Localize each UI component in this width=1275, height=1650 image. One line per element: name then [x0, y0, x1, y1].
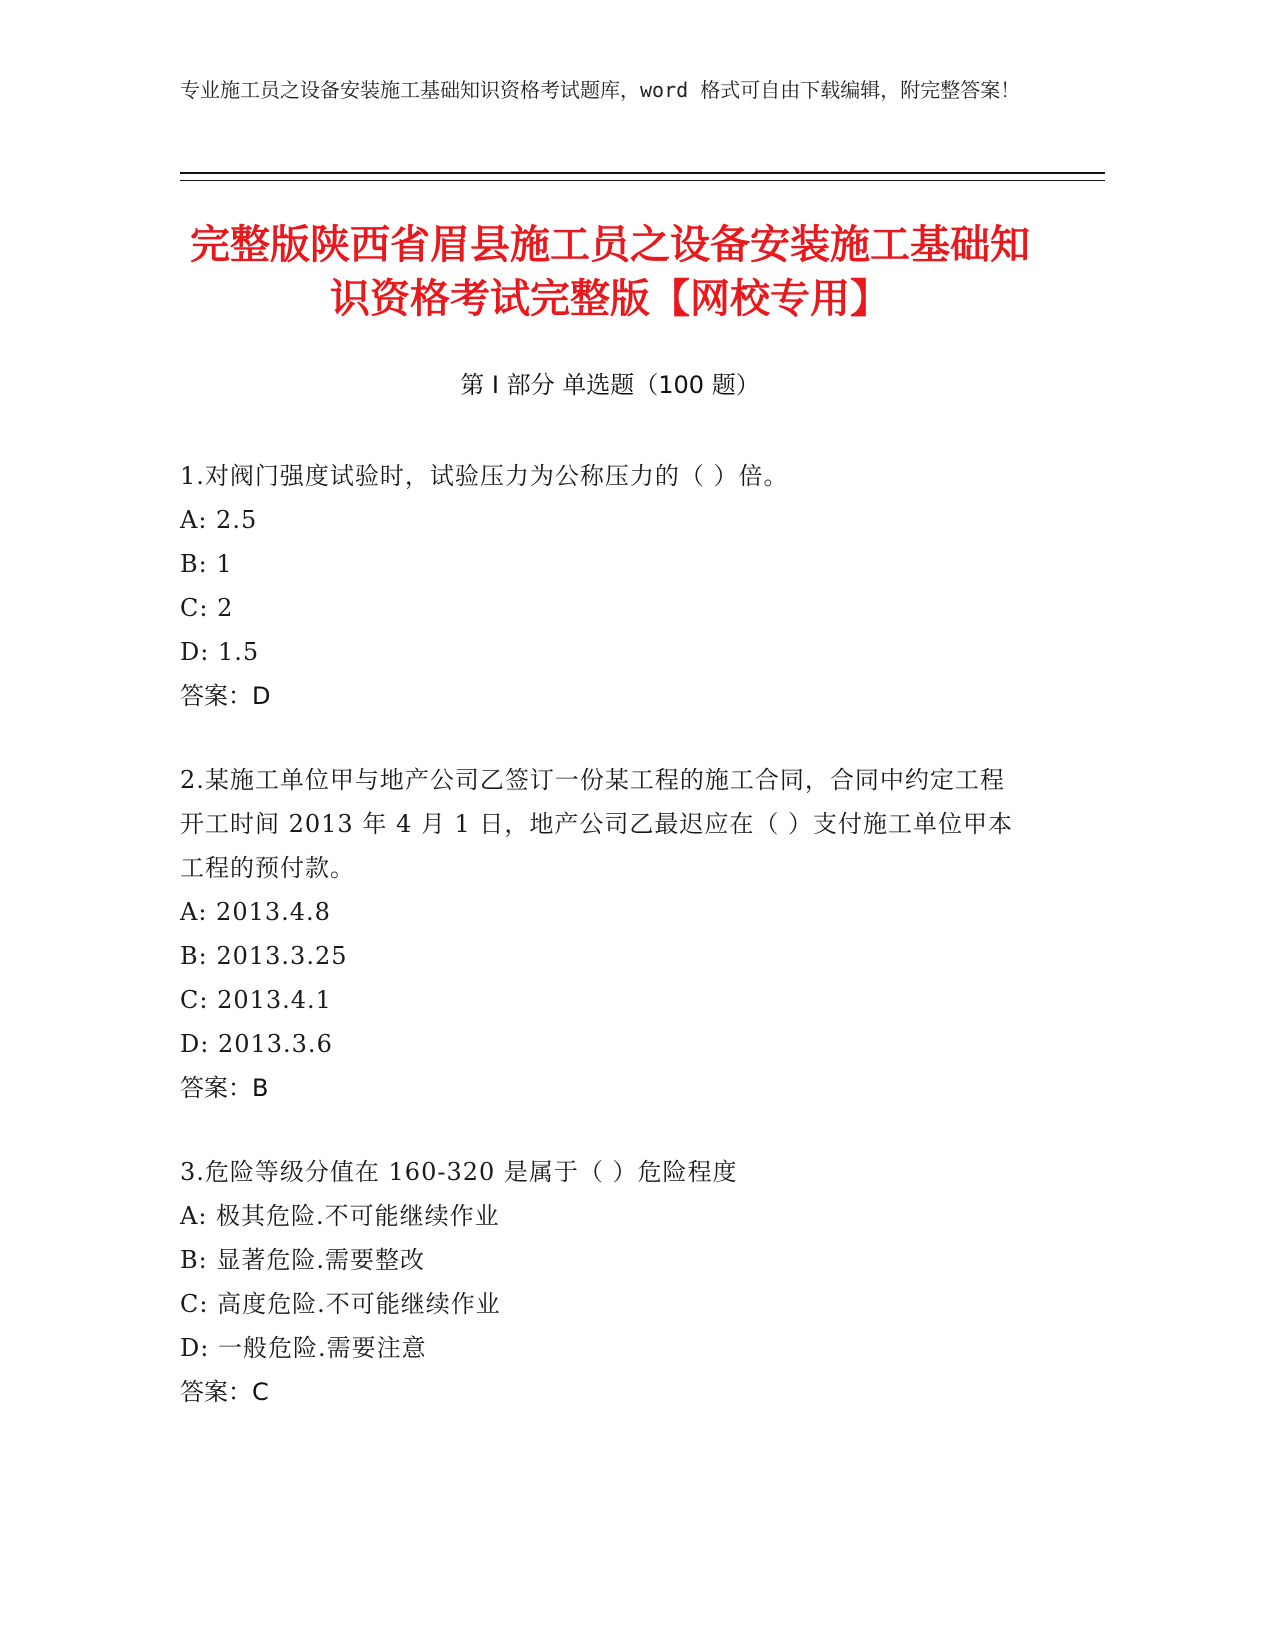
- question-stem: 1.对阀门强度试验时，试验压力为公称压力的（ ）倍。: [180, 462, 789, 490]
- answer: 答案：C: [180, 1378, 269, 1406]
- answer: 答案：D: [180, 682, 271, 710]
- option-c: C: 2: [180, 594, 234, 622]
- option-d: D: 2013.3.6: [180, 1030, 333, 1058]
- option-d: D: 1.5: [180, 638, 260, 666]
- document-title: 完整版陕西省眉县施工员之设备安装施工基础知识资格考试完整版【网校专用】: [190, 222, 1030, 322]
- answer: 答案：B: [180, 1074, 269, 1102]
- question-stem: 3.危险等级分值在 160-320 是属于（ ）危险程度: [180, 1158, 738, 1186]
- option-b: B: 显著危险.需要整改: [180, 1246, 425, 1274]
- section-title: 第 I 部分 单选题（100 题）: [460, 371, 760, 399]
- header-divider-thin: [180, 180, 1105, 181]
- question-1: [180, 454, 1020, 718]
- question-2: [180, 758, 1020, 1110]
- option-b: B: 1: [180, 550, 233, 578]
- option-d: D: 一般危险.需要注意: [180, 1334, 427, 1362]
- option-a: A: 极其危险.不可能继续作业: [180, 1202, 500, 1230]
- option-c: C: 2013.4.1: [180, 986, 332, 1014]
- header-note: 专业施工员之设备安装施工基础知识资格考试题库，word 格式可自由下载编辑，附完整答案！: [180, 78, 1021, 102]
- question-stem: 2.某施工单位甲与地产公司乙签订一份某工程的施工合同，合同中约定工程开工时间 2013 年 4 月 1 日，地产公司乙最迟应在（ ）支付施工单位甲本工程的预付款。: [180, 766, 1014, 882]
- option-a: A: 2.5: [180, 506, 258, 534]
- option-a: A: 2013.4.8: [180, 898, 331, 926]
- question-3: [180, 1150, 1020, 1414]
- option-c: C: 高度危险.不可能继续作业: [180, 1290, 501, 1318]
- option-b: B: 2013.3.25: [180, 942, 348, 970]
- header-divider-thick: [180, 172, 1105, 174]
